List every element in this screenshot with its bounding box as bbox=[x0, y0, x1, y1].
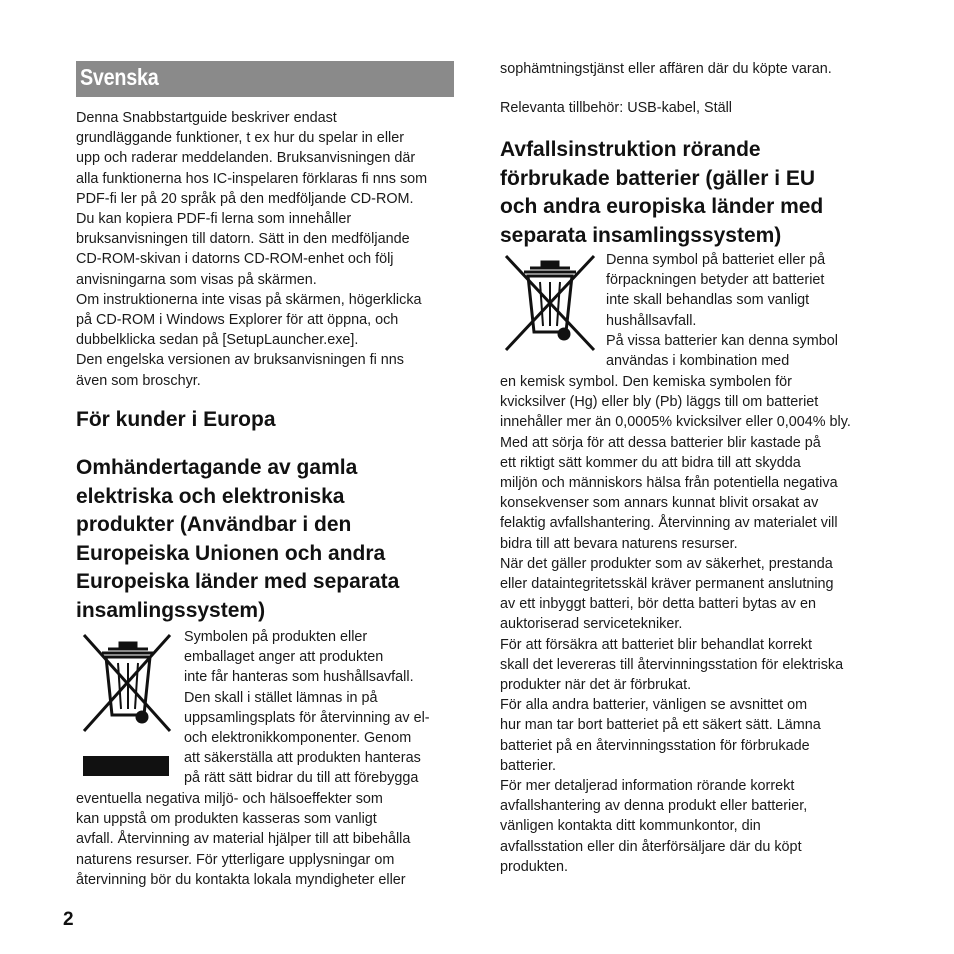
battery-line: kvicksilver (Hg) eller bly (Pb) läggs till om batteriet bbox=[500, 394, 819, 411]
heading-line: elektriska och elektroniska bbox=[76, 484, 345, 508]
battery-line: inte skall behandlas som vanligt bbox=[606, 292, 810, 309]
battery-line: användas i kombination med bbox=[606, 353, 790, 370]
battery-line: innehåller mer än 0,0005% kvicksilver eller 0,004% bly. bbox=[500, 414, 851, 431]
intro-line: Den engelska versionen av bruksanvisningen fi nns bbox=[76, 352, 404, 369]
intro-line: Om instruktionerna inte visas på skärmen, högerklicka bbox=[76, 291, 422, 308]
disposal-line: att säkerställa att produkten hanteras bbox=[184, 750, 421, 767]
battery-full-text bbox=[500, 372, 851, 877]
heading-line: separata insamlingssystem) bbox=[500, 223, 782, 247]
weee-battery-bin-icon bbox=[500, 252, 600, 354]
heading-line: och andra europiska länder med bbox=[500, 195, 824, 218]
disposal-line: återvinning bör du kontakta lokala myndigheter eller bbox=[76, 871, 406, 888]
disposal-line: inte får hanteras som hushållsavfall. bbox=[184, 669, 414, 686]
battery-line: Med att sörja för att dessa batterier blir kastade på bbox=[500, 434, 821, 451]
battery-line: hur man tar bort batteriet på ett säkert sätt. Lämna bbox=[500, 717, 821, 734]
battery-line: batteriet på en återvinningsstation för förbrukade bbox=[500, 737, 810, 754]
battery-line: När det gäller produkter som av säkerhet, prestanda bbox=[500, 555, 833, 572]
language-title: Svenska bbox=[80, 64, 159, 90]
battery-line: avfallsstation eller din återförsäljare där du köpt bbox=[500, 838, 802, 855]
battery-line: vänligen kontakta ditt kommunkontor, din bbox=[500, 818, 761, 835]
disposal-line: och elektronikkomponenter. Genom bbox=[184, 730, 412, 747]
disposal-line: avfall. Återvinning av material hjälper till att bibehålla bbox=[76, 831, 411, 848]
heading-europe: För kunder i Europa bbox=[76, 408, 276, 431]
battery-line: Denna symbol på batteriet eller på bbox=[606, 252, 826, 268]
battery-line: På vissa batterier kan denna symbol bbox=[606, 332, 838, 349]
disposal-line: kan uppstå om produkten kasseras som vanligt bbox=[76, 811, 377, 828]
heading-line: insamlingssystem) bbox=[76, 598, 266, 622]
continued-text bbox=[500, 59, 832, 79]
heading-line: Omhändertagande av gamla bbox=[76, 456, 358, 479]
battery-line: konsekvenser som annars kunnat blivit orsakat av bbox=[500, 495, 819, 512]
battery-line: avfallshantering av denna produkt eller batterier, bbox=[500, 798, 808, 815]
battery-line: förpackningen betyder att batteriet bbox=[606, 272, 825, 289]
intro-paragraph bbox=[76, 108, 460, 391]
disposal-line: emballaget anger att produkten bbox=[184, 649, 384, 666]
disposal-line: naturens resurser. För ytterligare upplysningar om bbox=[76, 851, 395, 868]
intro-line: upp och raderar meddelanden. Bruksanvisningen där bbox=[76, 150, 416, 167]
disposal-full-text bbox=[76, 789, 410, 890]
battery-line: För alla andra batterier, vänligen se avsnittet om bbox=[500, 697, 808, 714]
accessories-text bbox=[500, 98, 732, 118]
battery-line: miljön och människors hälsa från potentiella negativa bbox=[500, 475, 838, 492]
heading-line: Europeiska Unionen och andra bbox=[76, 541, 386, 565]
continued-line: sophämtningstjänst eller affären där du köpte varan. bbox=[500, 61, 832, 77]
battery-line: auktoriserad servicetekniker. bbox=[500, 616, 683, 633]
battery-line: För att försäkra att batteriet blir behandlat korrekt bbox=[500, 636, 812, 653]
battery-line: hushållsavfall. bbox=[606, 312, 697, 329]
page-number: 2 bbox=[63, 909, 74, 930]
accessories-line: Relevanta tillbehör: USB-kabel, Ställ bbox=[500, 100, 732, 116]
battery-line: av ett inbyggt batteri, bör detta batteri bytas av en bbox=[500, 596, 816, 613]
heading-line: produkter (Användbar i den bbox=[76, 513, 352, 536]
battery-line: eller dataintegritetsskäl kräver permanent anslutning bbox=[500, 576, 834, 593]
heading-line: Europeiska länder med separata bbox=[76, 570, 400, 593]
battery-line: felaktig avfallshantering. Återvinning av materialet vill bbox=[500, 515, 838, 532]
intro-line: PDF-fi ler på 20 språk på den medföljande CD-ROM. bbox=[76, 190, 414, 207]
battery-line: batterier. bbox=[500, 757, 556, 774]
disposal-line: Symbolen på produkten eller bbox=[184, 629, 368, 645]
disposal-side-text bbox=[184, 627, 430, 789]
intro-line: även som broschyr. bbox=[76, 372, 201, 389]
weee-bin-icon bbox=[78, 629, 178, 739]
intro-line: Denna Snabbstartguide beskriver endast bbox=[76, 110, 337, 126]
intro-line: CD-ROM-skivan i datorns CD-ROM-enhet och följ bbox=[76, 251, 394, 268]
disposal-line: eventuella negativa miljö- och hälsoeffekter som bbox=[76, 791, 383, 807]
intro-line: alla funktionerna hos IC-inspelaren förklaras fi nns som bbox=[76, 170, 428, 187]
battery-line: skall det levereras till återvinningsstation för elektriska bbox=[500, 656, 844, 673]
intro-line: på CD-ROM i Windows Explorer för att öppna, och bbox=[76, 312, 399, 329]
intro-line: bruksanvisningen till datorn. Sätt in den medföljande bbox=[76, 231, 410, 248]
language-header-bar bbox=[76, 61, 454, 97]
intro-line: dubbelklicka sedan på [SetupLauncher.exe]. bbox=[76, 332, 359, 349]
intro-line: grundläggande funktioner, t ex hur du spelar in eller bbox=[76, 130, 405, 147]
disposal-line: Den skall i stället lämnas in på bbox=[184, 689, 378, 706]
intro-line: anvisningarna som visas på skärmen. bbox=[76, 271, 317, 288]
heading-line: Avfallsinstruktion rörande bbox=[500, 138, 761, 161]
battery-line: ett riktigt sätt kommer du att bidra till att skydda bbox=[500, 454, 801, 471]
battery-line: en kemisk symbol. Den kemiska symbolen för bbox=[500, 374, 792, 390]
disposal-line: uppsamlingsplats för återvinning av el- bbox=[184, 709, 430, 726]
heading-line: förbrukade batterier (gäller i EU bbox=[500, 166, 816, 190]
battery-line: För mer detaljerad information rörande korrekt bbox=[500, 778, 795, 795]
heading-disposal bbox=[76, 454, 399, 625]
intro-line: Du kan kopiera PDF-fi lerna som innehåller bbox=[76, 211, 352, 228]
battery-line: produkter när det är förbrukat. bbox=[500, 677, 692, 694]
battery-line: bidra till att bevara naturens resurser. bbox=[500, 535, 738, 552]
battery-line: produkten. bbox=[500, 858, 569, 875]
disposal-line: på rätt sätt bidrar du till att förebygga bbox=[184, 770, 419, 787]
weee-black-bar bbox=[83, 756, 169, 776]
heading-battery bbox=[500, 136, 823, 250]
battery-side-text bbox=[606, 250, 838, 371]
